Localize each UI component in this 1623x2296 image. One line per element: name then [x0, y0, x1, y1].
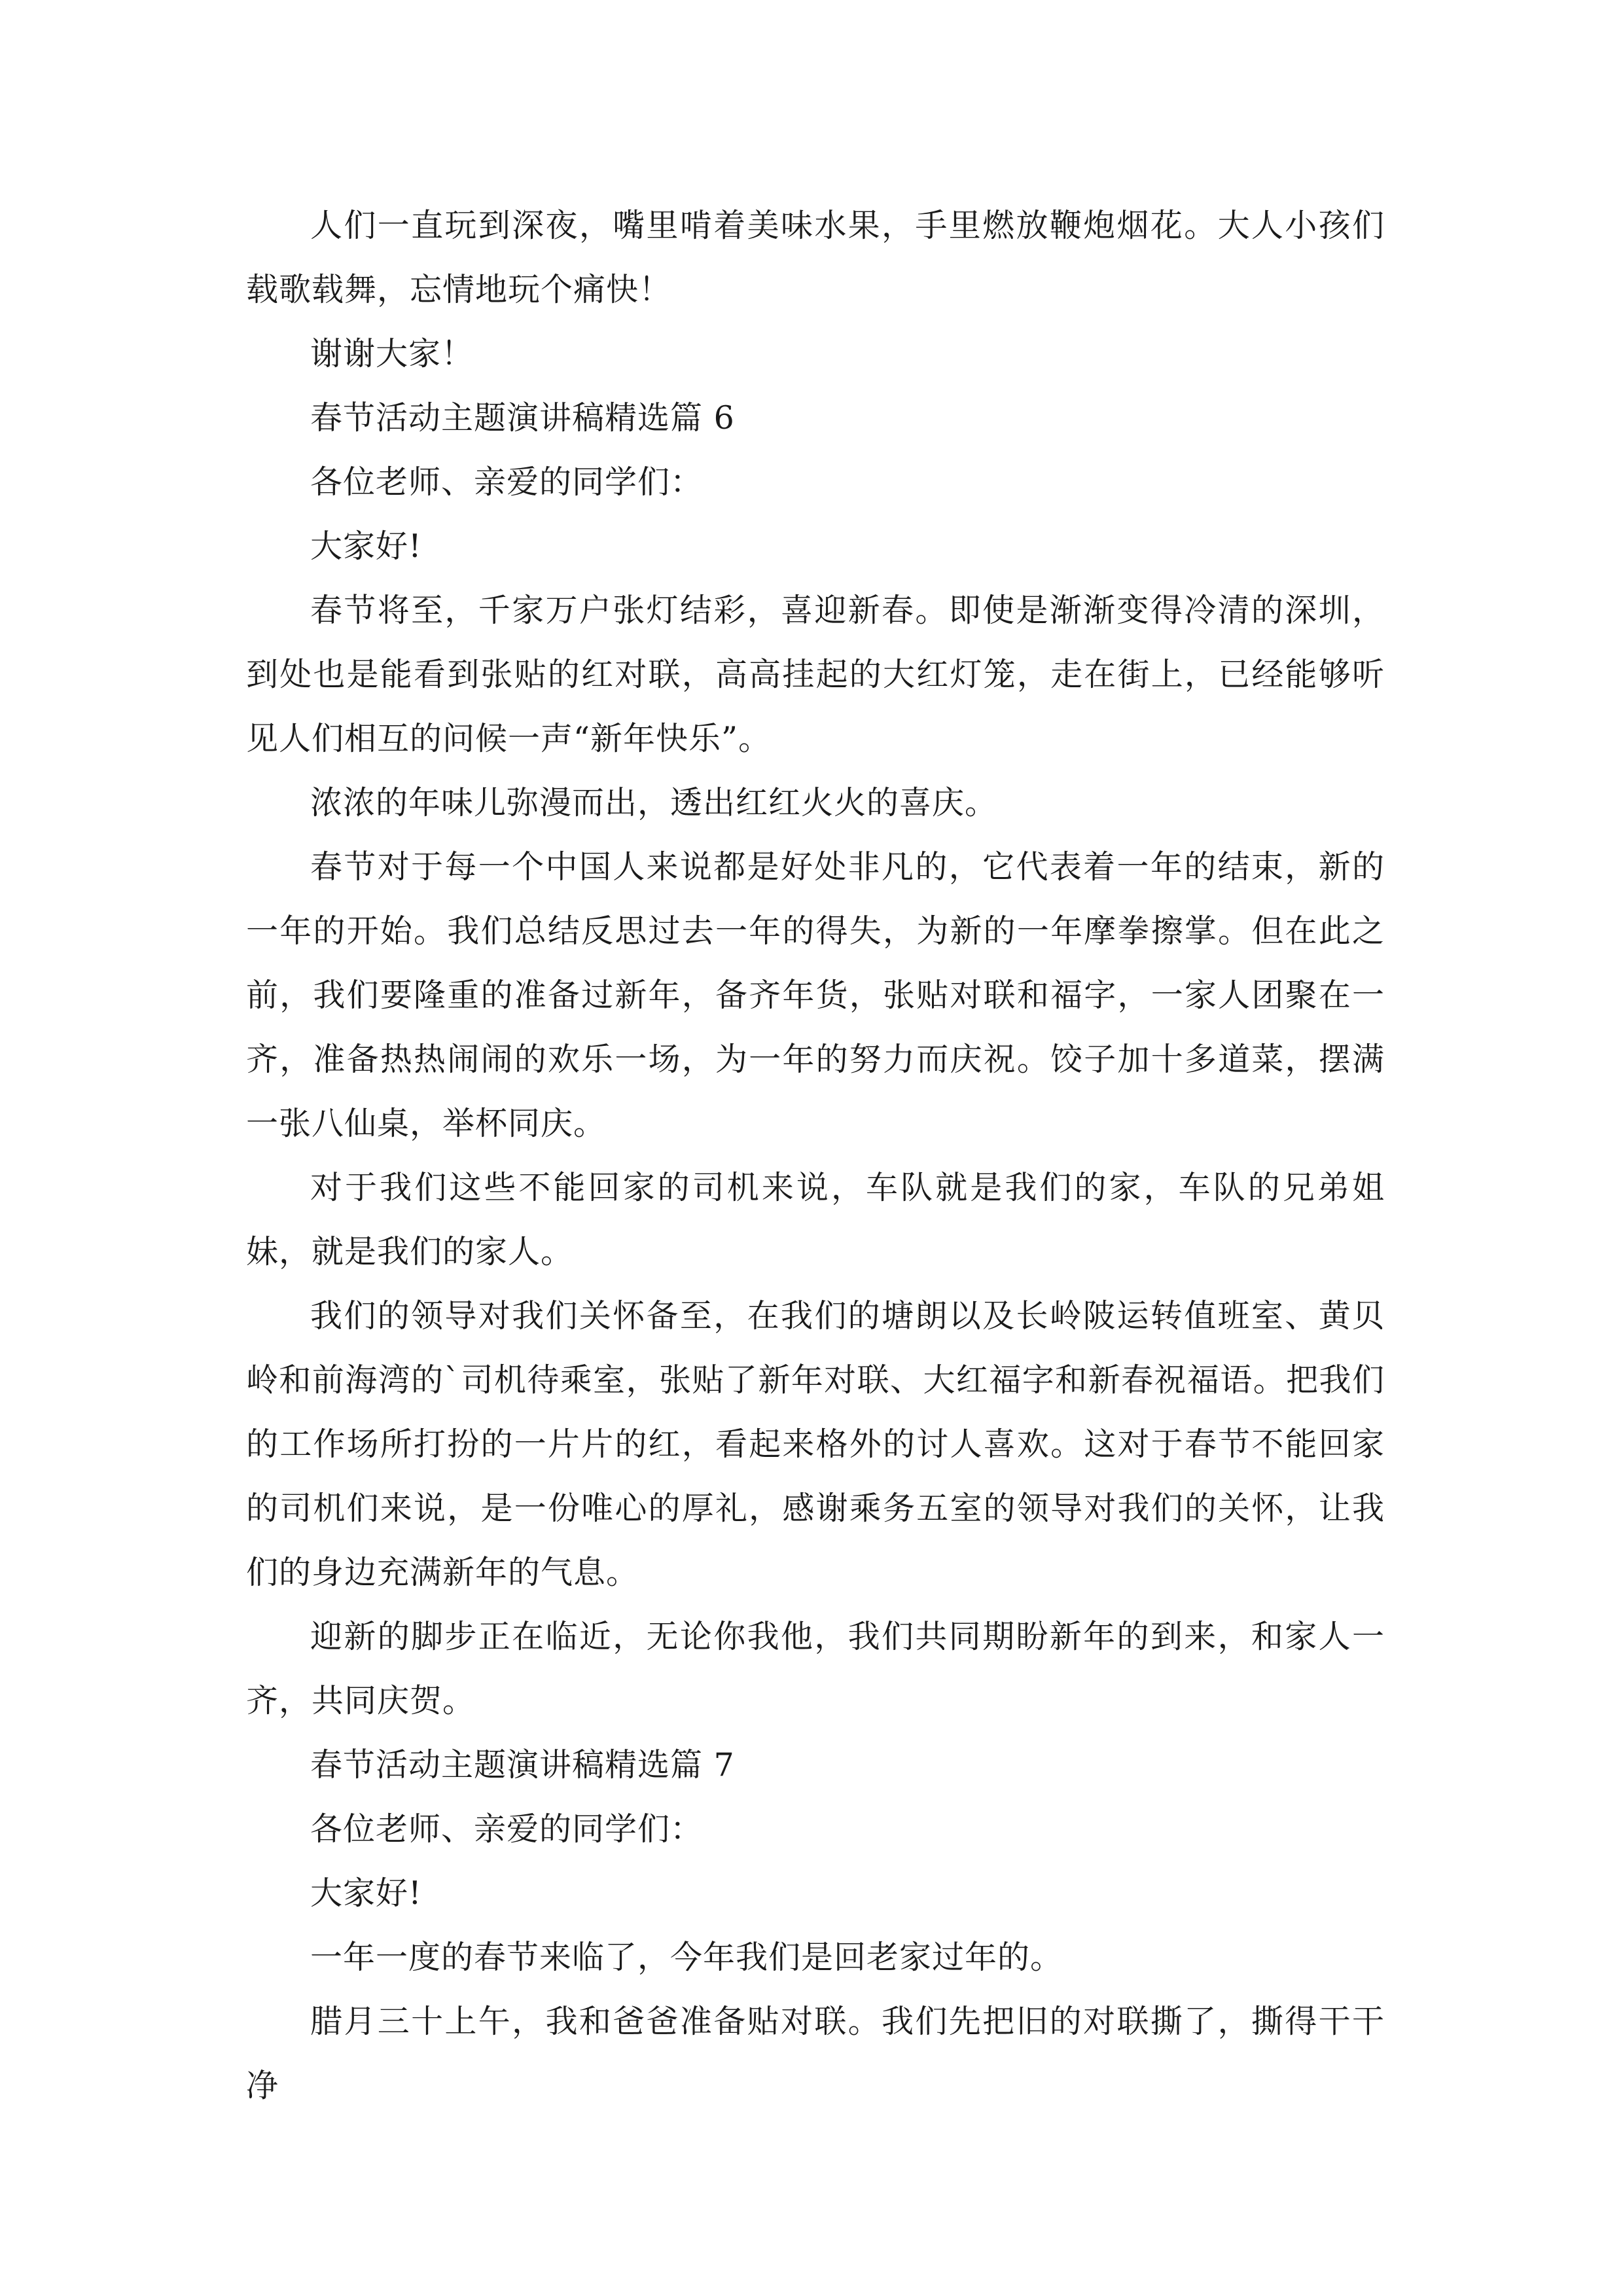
paragraph: 我们的领导对我们关怀备至，在我们的塘朗以及长岭陂运转值班室、黄贝岭和前海湾的`司机待乘室，张贴了新年对联、大红福字和新春祝福语。把我们的工作场所打扮的一片片的红，看起来格外的讨人喜欢。这对于春节不能回家的司机们来说，是一份唯心的厚礼，感谢乘务五室的领导对我们的关怀，让我们的身边充满新年的气息。	[246, 1297, 1385, 1591]
document-body	[246, 194, 1385, 2118]
paragraph: 各位老师、亲爱的同学们：	[310, 1810, 704, 1848]
paragraph: 各位老师、亲爱的同学们：	[310, 463, 704, 501]
paragraph: 人们一直玩到深夜，嘴里啃着美味水果，手里燃放鞭炮烟花。大人小孩们载歌载舞，忘情地玩个痛快！	[246, 207, 1385, 308]
paragraph: 迎新的脚步正在临近，无论你我他，我们共同期盼新年的到来，和家人一齐，共同庆贺。	[246, 1618, 1385, 1719]
paragraph: 大家好!	[310, 528, 422, 565]
paragraph: 谢谢大家！	[310, 335, 474, 372]
paragraph: 春节对于每一个中国人来说都是好处非凡的，它代表着一年的结束，新的一年的开始。我们总结反思过去一年的得失，为新的一年摩拳擦掌。但在此之前，我们要隆重的准备过新年，备齐年货，张贴对联和福字，一家人团聚在一齐，准备热热闹闹的欢乐一场，为一年的努力而庆祝。饺子加十多道菜，摆满一张八仙桌，举杯同庆。	[246, 848, 1385, 1142]
section-heading: 春节活动主题演讲稿精选篇 6	[310, 399, 735, 437]
paragraph: 腊月三十上午，我和爸爸准备贴对联。我们先把旧的对联撕了，撕得干干净	[246, 2003, 1385, 2104]
section-heading: 春节活动主题演讲稿精选篇 7	[310, 1746, 735, 1784]
paragraph: 大家好!	[310, 1874, 422, 1912]
paragraph: 春节将至，千家万户张灯结彩，喜迎新春。即使是渐渐变得冷清的深圳，到处也是能看到张贴的红对联，高高挂起的大红灯笼，走在街上，已经能够听见人们相互的问候一声“新年快乐”。	[246, 592, 1385, 757]
paragraph: 对于我们这些不能回家的司机来说，车队就是我们的家，车队的兄弟姐妹，就是我们的家人。	[246, 1169, 1385, 1270]
paragraph: 一年一度的春节来临了，今年我们是回老家过年的。	[310, 1939, 1063, 1976]
paragraph: 浓浓的年味儿弥漫而出，透出红红火火的喜庆。	[310, 784, 998, 821]
